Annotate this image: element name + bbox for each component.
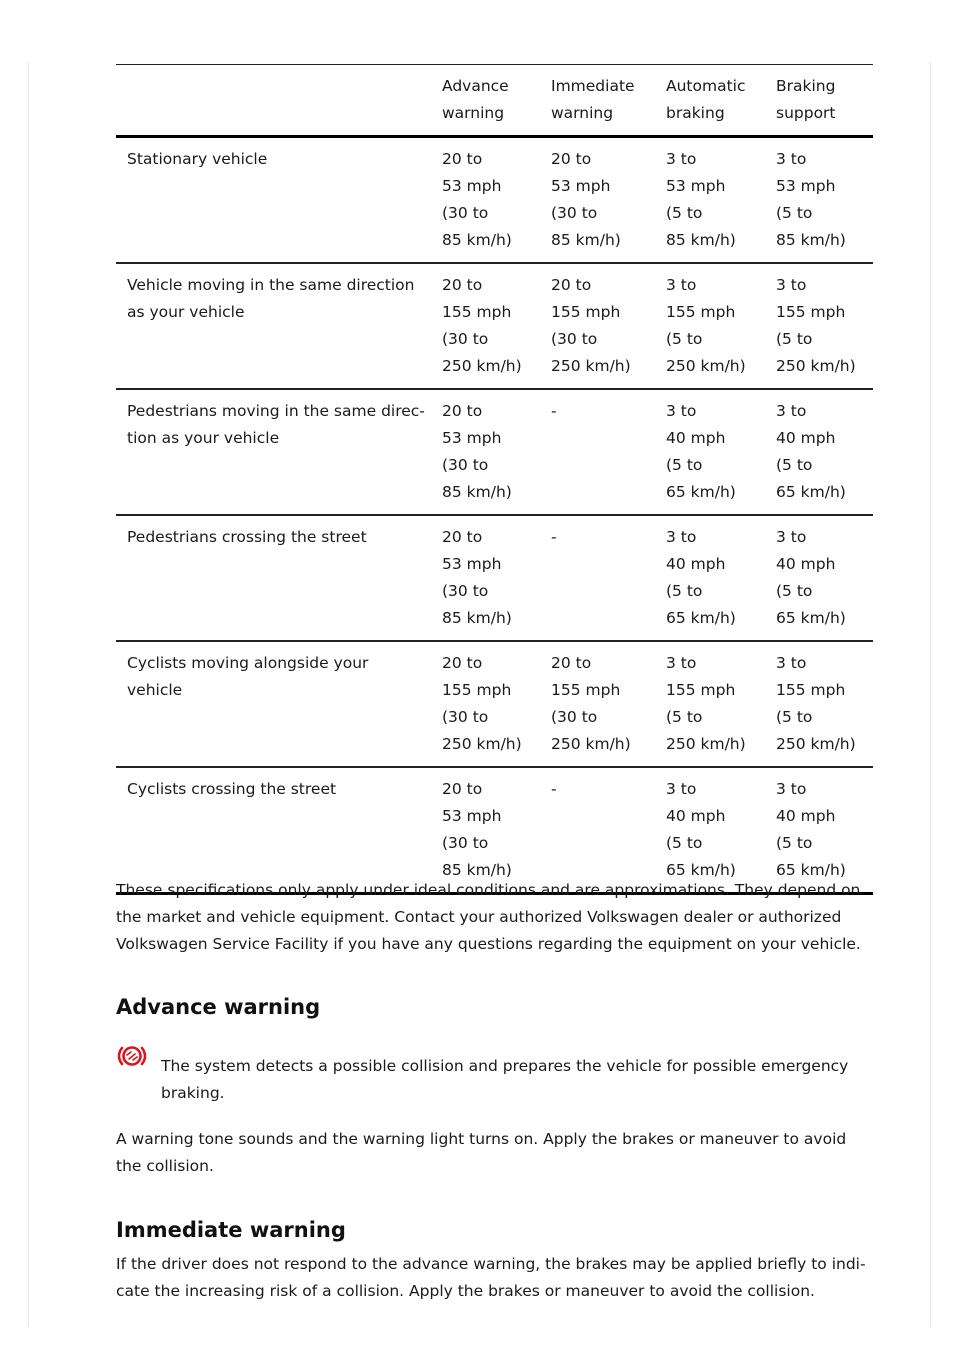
cell-automatic: 3 to 40 mph (5 to 65 km/h)	[666, 515, 776, 641]
table-row	[116, 263, 873, 389]
cell-support: 3 to 40 mph (5 to 65 km/h)	[776, 389, 873, 515]
table-header-row	[116, 65, 873, 137]
cell-advance: 20 to 155 mph (30 to 250 km/h)	[442, 263, 551, 389]
row-label: Cyclists moving alongside your vehicle	[116, 641, 442, 767]
cell-support: 3 to 155 mph (5 to 250 km/h)	[776, 263, 873, 389]
speed-range-table-wrapper	[116, 64, 873, 895]
page-border-left	[28, 62, 29, 1327]
cell-automatic: 3 to 40 mph (5 to 65 km/h)	[666, 389, 776, 515]
cell-immediate: -	[551, 767, 666, 894]
header-braking-support: Braking support	[776, 65, 873, 137]
table-row	[116, 389, 873, 515]
table-footnote: These specifications only apply under ideal conditions and are approximations. They depend on the market and vehicle equipment. Contact your authorized Volkswagen dealer or authorized Volkswagen Service Facility if you have any questions regarding the equipment on your vehicle.	[116, 881, 861, 953]
table-row	[116, 641, 873, 767]
cell-automatic: 3 to 155 mph (5 to 250 km/h)	[666, 263, 776, 389]
row-label: Cyclists crossing the street	[116, 767, 442, 894]
advance-warning-body: A warning tone sounds and the warning light turns on. Apply the brakes or maneuver to avoid the collision.	[116, 1130, 847, 1175]
header-immediate-warning: Immediate warning	[551, 65, 666, 137]
cell-automatic: 3 to 155 mph (5 to 250 km/h)	[666, 641, 776, 767]
header-automatic-braking: Automatic braking	[666, 65, 776, 137]
cell-automatic: 3 to 53 mph (5 to 85 km/h)	[666, 137, 776, 264]
row-label: Stationary vehicle	[116, 137, 442, 264]
table-row	[116, 137, 873, 264]
immediate-warning-body: If the driver does not respond to the advance warning, the brakes may be applied briefly to indi- cate the increasing risk of a collision. Apply the brakes or maneuver to avoid the collision.	[116, 1255, 866, 1300]
immediate-warning-heading: Immediate warning	[116, 1218, 346, 1242]
cell-advance: 20 to 53 mph (30 to 85 km/h)	[442, 767, 551, 894]
cell-advance: 20 to 53 mph (30 to 85 km/h)	[442, 389, 551, 515]
cell-support: 3 to 53 mph (5 to 85 km/h)	[776, 137, 873, 264]
cell-immediate: 20 to 155 mph (30 to 250 km/h)	[551, 641, 666, 767]
cell-advance: 20 to 155 mph (30 to 250 km/h)	[442, 641, 551, 767]
table-row	[116, 767, 873, 894]
row-label: Pedestrians moving in the same direc- tion as your vehicle	[116, 389, 442, 515]
row-label: Vehicle moving in the same direction as your vehicle	[116, 263, 442, 389]
cell-automatic: 3 to 40 mph (5 to 65 km/h)	[666, 767, 776, 894]
speed-range-table	[116, 64, 873, 895]
collision-warning-icon	[116, 1040, 148, 1072]
cell-immediate: 20 to 155 mph (30 to 250 km/h)	[551, 263, 666, 389]
row-label: Pedestrians crossing the street	[116, 515, 442, 641]
header-advance-warning: Advance warning	[442, 65, 551, 137]
cell-support: 3 to 40 mph (5 to 65 km/h)	[776, 515, 873, 641]
cell-support: 3 to 155 mph (5 to 250 km/h)	[776, 641, 873, 767]
cell-immediate: -	[551, 515, 666, 641]
cell-advance: 20 to 53 mph (30 to 85 km/h)	[442, 515, 551, 641]
page-border-right	[930, 62, 931, 1327]
advance-warning-indented-text: The system detects a possible collision and prepares the vehicle for possible emergency braking.	[161, 1057, 849, 1102]
cell-immediate: -	[551, 389, 666, 515]
table-row	[116, 515, 873, 641]
cell-immediate: 20 to 53 mph (30 to 85 km/h)	[551, 137, 666, 264]
cell-support: 3 to 40 mph (5 to 65 km/h)	[776, 767, 873, 894]
header-empty	[116, 65, 442, 137]
cell-advance: 20 to 53 mph (30 to 85 km/h)	[442, 137, 551, 264]
advance-warning-heading: Advance warning	[116, 995, 321, 1019]
